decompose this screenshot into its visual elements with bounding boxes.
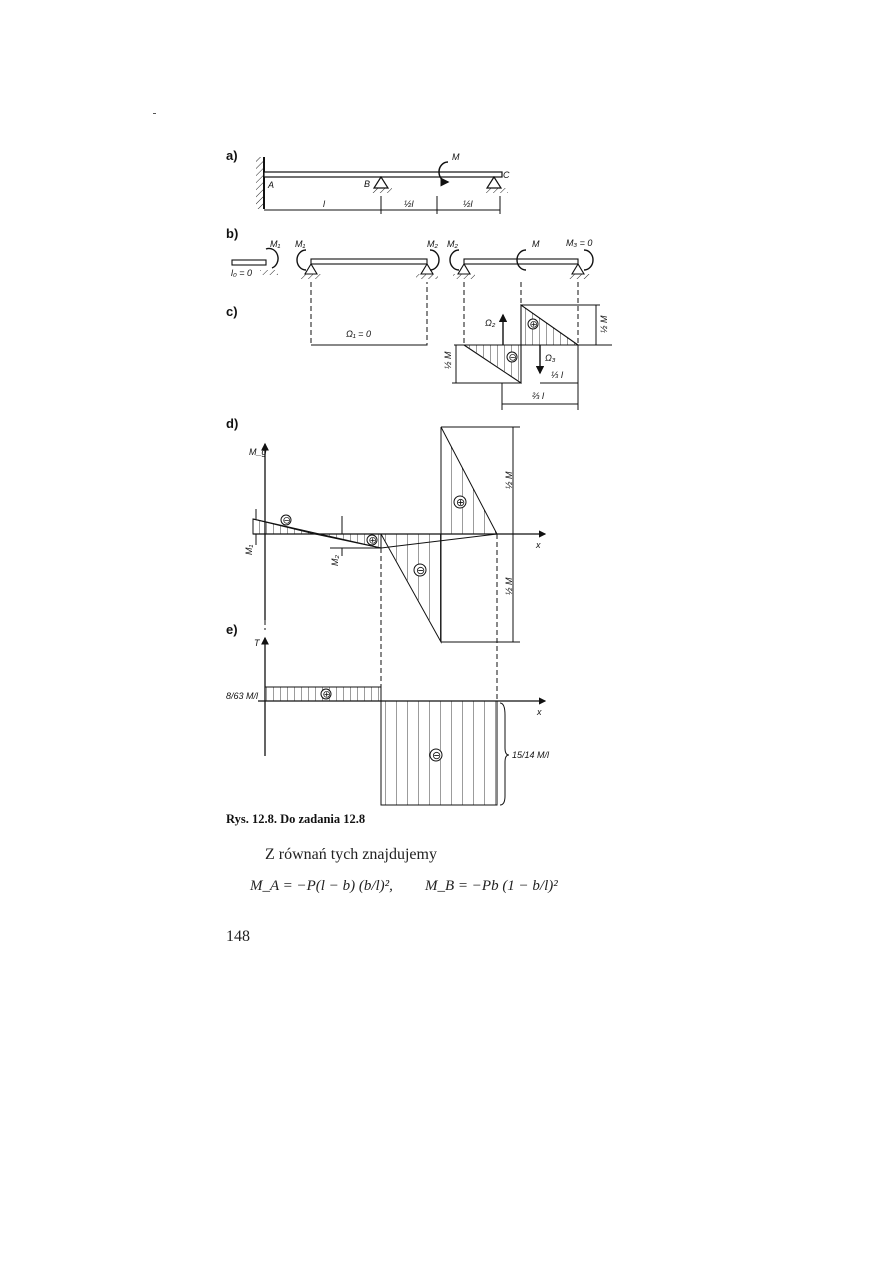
omega3-label: Ω₃ [545, 353, 556, 363]
panel-d [226, 416, 545, 700]
dim-two-thirds-l: ⅔ l [532, 391, 545, 401]
panel-label-a: a) [226, 148, 238, 163]
formula-MB: M_B = −Pb (1 − b/l)² [425, 878, 558, 894]
formula [250, 870, 580, 920]
panel-b [226, 226, 593, 279]
beam-span-2 [464, 259, 578, 264]
panel-c [226, 282, 612, 410]
panel-label-c: c) [226, 304, 238, 319]
omega1-label: Ω₁ = 0 [346, 329, 371, 339]
body-text: Z równań tych znajdujemy [265, 846, 437, 863]
axis-x-e-label: x [537, 707, 542, 717]
panel-label-b: b) [226, 226, 239, 241]
fixed-wall [256, 157, 264, 209]
span-half-l-2: ½l [463, 199, 473, 209]
axis-T-label: T [254, 638, 260, 648]
span-half-l-1: ½l [404, 199, 414, 209]
l0-label: l₀ = 0 [231, 268, 253, 278]
figure-caption: Rys. 12.8. Do zadania 12.8 [226, 812, 366, 826]
shear-right-value: 15/14 M/l [512, 750, 550, 760]
M2-label-a: M₂ [427, 239, 438, 249]
M2-label-d: M₂ [330, 555, 340, 566]
M1-label-d: M₁ [244, 544, 254, 555]
panel-e [226, 622, 550, 805]
dim-half-M-right: ½ M [599, 315, 609, 333]
plus-sign-d2: ⊕ [456, 497, 466, 509]
point-B: B [364, 179, 371, 189]
moment-triangle-negative [464, 345, 521, 383]
span-l: l [323, 199, 325, 209]
plus-sign-d1: ⊕ [368, 535, 377, 547]
moment-M1-left [266, 248, 278, 268]
moment-label: M [452, 152, 460, 162]
omega2-label: Ω₂ [485, 318, 496, 328]
plus-sign-c: ⊕ [529, 319, 538, 331]
dim-third-l: ⅓ l [551, 370, 564, 380]
M1-label-a: M₁ [270, 239, 281, 249]
support-B [374, 177, 388, 188]
panel-label-d: d) [226, 416, 239, 431]
shear-left-value: 8/63 M/l [226, 691, 259, 701]
axis-x-d-label: x [536, 540, 541, 550]
dim-half-M-left: ½ M [443, 351, 453, 369]
formula-MA: M_A = −P(l − b) (b/l)², [250, 878, 393, 894]
panel-label-e: e) [226, 622, 238, 637]
M2-label-b: M₂ [447, 239, 458, 249]
panel-a [226, 148, 510, 214]
minus-sign-e: ⊖ [432, 750, 442, 762]
beam-span-1 [311, 259, 427, 264]
beam-a [264, 172, 502, 177]
point-A: A [268, 180, 275, 190]
axis-Mg-label: M_g [249, 447, 267, 457]
M3-label: M₃ = 0 [566, 238, 593, 248]
minus-sign-d2: ⊖ [416, 565, 426, 577]
minus-sign-d1: ⊖ [282, 515, 291, 527]
page-number: 148 [226, 928, 250, 945]
plus-sign-e: ⊕ [322, 689, 331, 701]
M-label-b: M [532, 239, 540, 249]
point-C: C [503, 170, 510, 180]
M1-label-b: M₁ [295, 239, 306, 249]
half-M-lower: ½ M [504, 577, 514, 595]
support-C [487, 177, 501, 188]
half-M-upper: ½ M [504, 471, 514, 489]
minus-sign-c: ⊖ [508, 352, 517, 364]
